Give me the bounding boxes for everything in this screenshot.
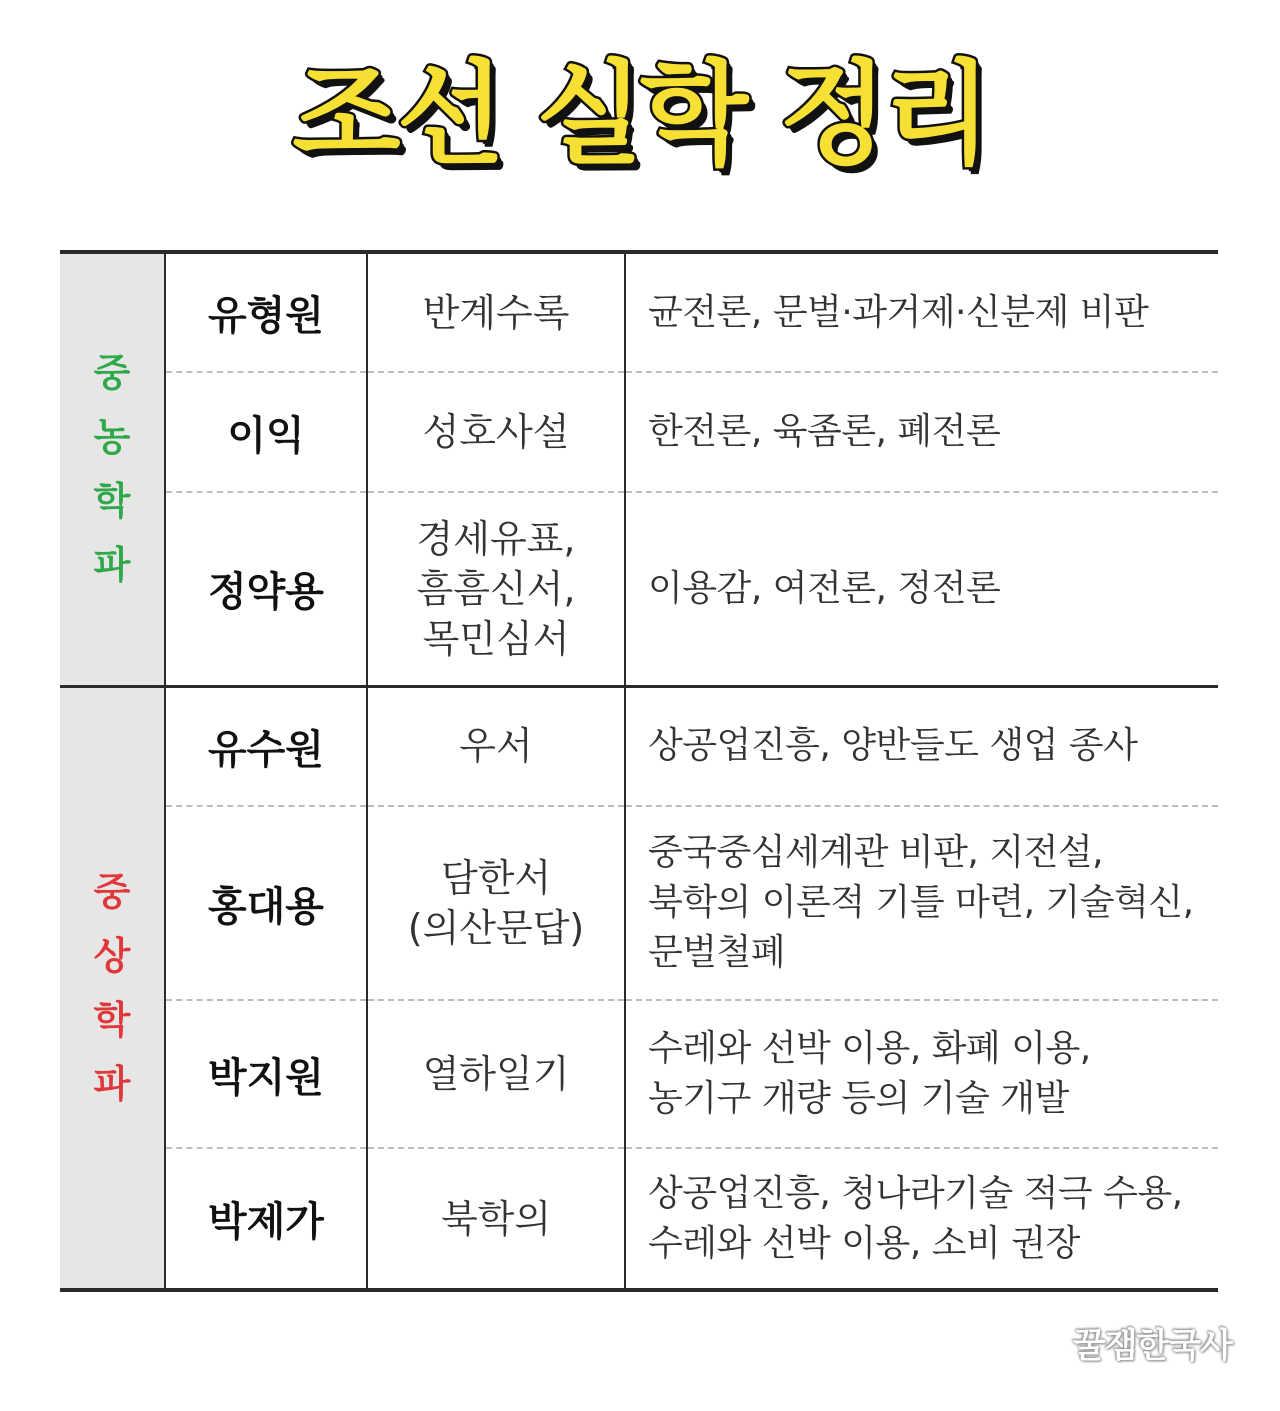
scholar-name: 정약용 <box>165 492 367 686</box>
table-row <box>60 1000 1218 1148</box>
book-title: 반계수록 <box>367 252 625 372</box>
ideas-text: 이용감, 여전론, 정전론 <box>625 492 1218 686</box>
book-title: 열하일기 <box>367 1000 625 1148</box>
book-title: 우서 <box>367 686 625 806</box>
book-title: 북학의 <box>367 1148 625 1290</box>
title-area <box>0 48 1280 182</box>
school-label: 중상학파 <box>93 869 131 1106</box>
ideas-text: 한전론, 육좀론, 폐전론 <box>625 372 1218 492</box>
table-row <box>60 1148 1218 1290</box>
page-title: 조선 실학 정리 <box>292 50 988 180</box>
ideas-text: 상공업진흥, 청나라기술 적극 수용, 수레와 선박 이용, 소비 권장 <box>625 1148 1218 1290</box>
watermark: 꿀잼한국사 <box>1072 1326 1232 1366</box>
table-row <box>60 372 1218 492</box>
table-row <box>60 806 1218 1000</box>
scholar-name: 유형원 <box>165 252 367 372</box>
ideas-text: 균전론, 문벌·과거제·신분제 비판 <box>648 291 1149 333</box>
ideas-text: 상공업진흥, 양반들도 생업 종사 <box>625 686 1218 806</box>
table-row <box>60 252 1218 372</box>
book-title: 경세유표, 흠흠신서, 목민심서 <box>367 492 625 686</box>
book-title: 성호사설 <box>367 372 625 492</box>
ideas-text: 수레와 선박 이용, 화폐 이용, 농기구 개량 등의 기술 개발 <box>625 1000 1218 1148</box>
scholar-name: 유수원 <box>165 686 367 806</box>
school-cell-commercial <box>60 686 165 1290</box>
table-row <box>60 686 1218 806</box>
scholar-name: 박지원 <box>165 1000 367 1148</box>
silhak-summary-table <box>60 250 1218 1292</box>
scholar-name: 이익 <box>165 372 367 492</box>
scholar-name: 홍대용 <box>165 806 367 1000</box>
table-row <box>60 492 1218 686</box>
school-cell-agrarian <box>60 252 165 686</box>
scholar-name: 박제가 <box>165 1148 367 1290</box>
school-label: 중농학파 <box>93 351 131 588</box>
book-title: 담한서 (의산문답) <box>367 806 625 1000</box>
ideas-text: 중국중심세계관 비판, 지전설, 북학의 이론적 기틀 마련, 기술혁신, 문벌철폐 <box>625 806 1218 1000</box>
